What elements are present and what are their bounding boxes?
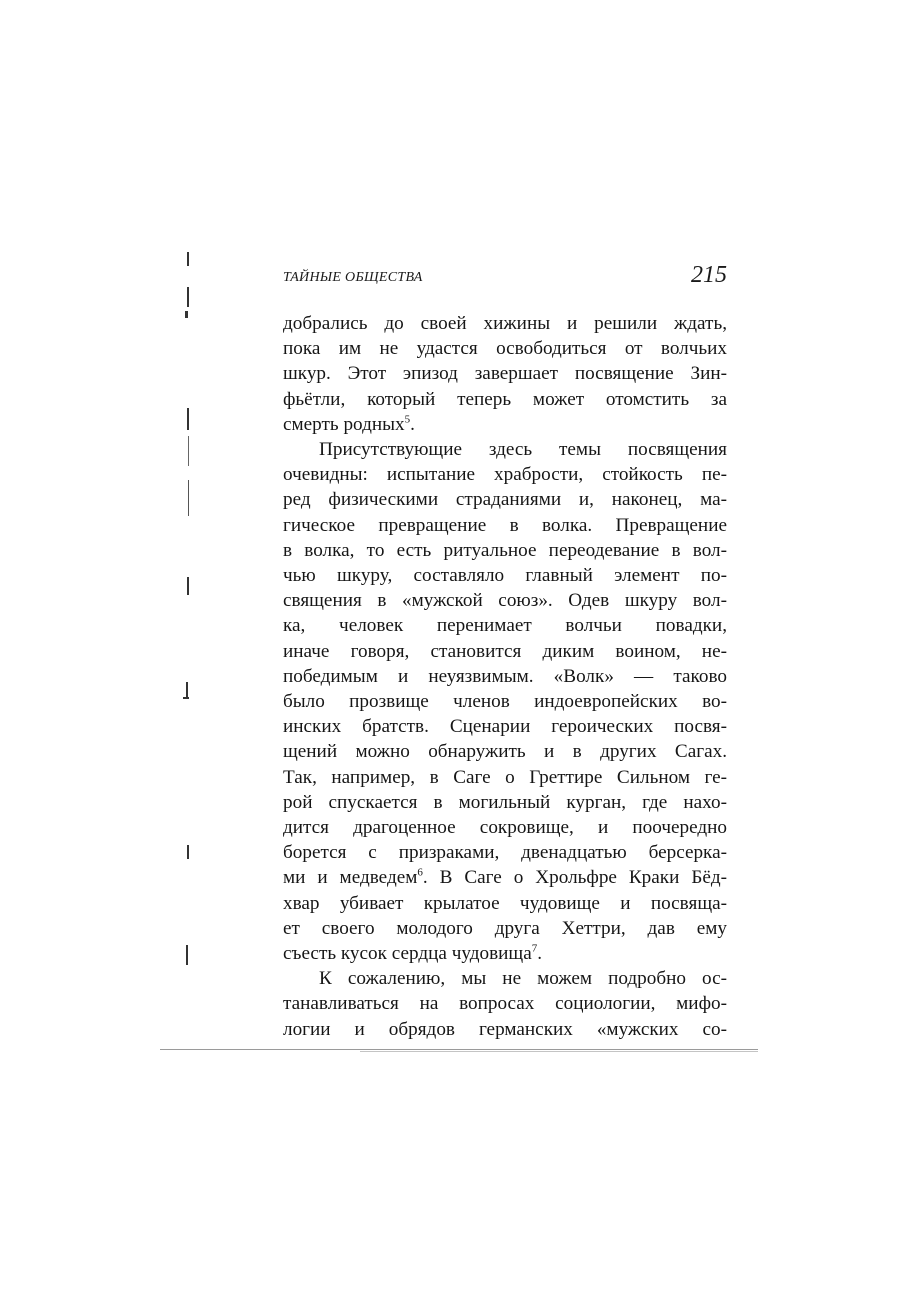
- margin-mark: [187, 408, 189, 430]
- footnote-marker: 5: [404, 413, 411, 426]
- text-line: очевидны: испытание храбрости, стойкость пе-: [283, 464, 727, 486]
- line-text: .: [410, 413, 415, 435]
- running-head: [283, 262, 727, 296]
- margin-mark: [188, 480, 189, 516]
- line-text: . В Саге о Хрольфре Краки Бёд-: [422, 867, 728, 889]
- text-line: священия в «мужской союз». Одев шкуру вол-: [283, 590, 727, 612]
- text-line: фьётли, который теперь может отомстить за: [283, 388, 727, 410]
- text-line: [283, 941, 727, 966]
- margin-mark: [187, 577, 189, 595]
- footer-divider: [160, 1049, 758, 1050]
- text-line: щений можно обнаружить и в других Сагах.: [283, 741, 727, 763]
- text-line: дится драгоценное сокровище, и поочередно: [283, 817, 727, 839]
- text-line: логии и обрядов германских «мужских со-: [283, 1018, 727, 1040]
- text-line: Присутствующие здесь темы посвящения: [319, 439, 727, 461]
- footnote-marker: 7: [531, 942, 538, 955]
- text-line: инских братств. Сценарии героических посвя-: [283, 716, 727, 738]
- text-line: было прозвище членов индоевропейских во-: [283, 691, 727, 713]
- text-line: победимым и неуязвимым. «Волк» — таково: [283, 665, 727, 687]
- text-line: иначе говоря, становится диким воином, не-: [283, 640, 727, 662]
- text-line: ет своего молодого друга Хеттри, дав ему: [283, 917, 727, 939]
- text-line: танавливаться на вопросах социологии, мифо-: [283, 993, 727, 1015]
- margin-mark: [186, 682, 188, 698]
- text-line: борется с призраками, двенадцатью берсерка-: [283, 842, 727, 864]
- line-text: смерть родных: [283, 413, 405, 435]
- text-line: добрались до своей хижины и решили ждать,: [283, 313, 727, 334]
- line-text: .: [537, 943, 543, 965]
- body-text: [283, 311, 727, 1042]
- margin-mark: [185, 311, 188, 318]
- margin-mark: [188, 436, 189, 466]
- text-line: рой спускается в могильный курган, где нахо-: [283, 791, 727, 813]
- text-line: хвар убивает крылатое чудовище и посвяща-: [283, 892, 727, 914]
- text-line: К сожалению, мы не можем подробно ос-: [319, 968, 727, 990]
- text-line: ка, человек перенимает волчьи повадки,: [283, 615, 727, 637]
- footer-divider: [360, 1051, 758, 1052]
- margin-mark: [187, 287, 189, 307]
- line-text: съесть кусок сердца чудовища: [283, 943, 532, 965]
- page-number: 215: [691, 262, 727, 288]
- text-line: чью шкуру, составляло главный элемент по-: [283, 565, 727, 587]
- text-line: [283, 865, 727, 890]
- text-line: Так, например, в Саге о Греттире Сильном ге-: [283, 766, 727, 788]
- text-line: шкур. Этот эпизод завершает посвящение Зин-: [283, 363, 727, 385]
- text-line: пока им не удастся освободиться от волчьих: [283, 338, 727, 360]
- text-line: ред физическими страданиями и, наконец, ма-: [283, 489, 727, 511]
- line-text: ми и медведем: [283, 867, 418, 889]
- text-line: в волка, то есть ритуальное переодевание в вол-: [283, 539, 727, 561]
- margin-mark: [187, 252, 189, 266]
- margin-mark: [186, 945, 188, 965]
- text-line: гическое превращение в волка. Превращение: [283, 514, 727, 536]
- footnote-marker: 6: [417, 867, 423, 880]
- chapter-title: ТАЙНЫЕ ОБЩЕСТВА: [283, 270, 423, 285]
- text-line: [283, 412, 727, 437]
- margin-mark: [187, 845, 189, 859]
- margin-mark: [183, 697, 189, 699]
